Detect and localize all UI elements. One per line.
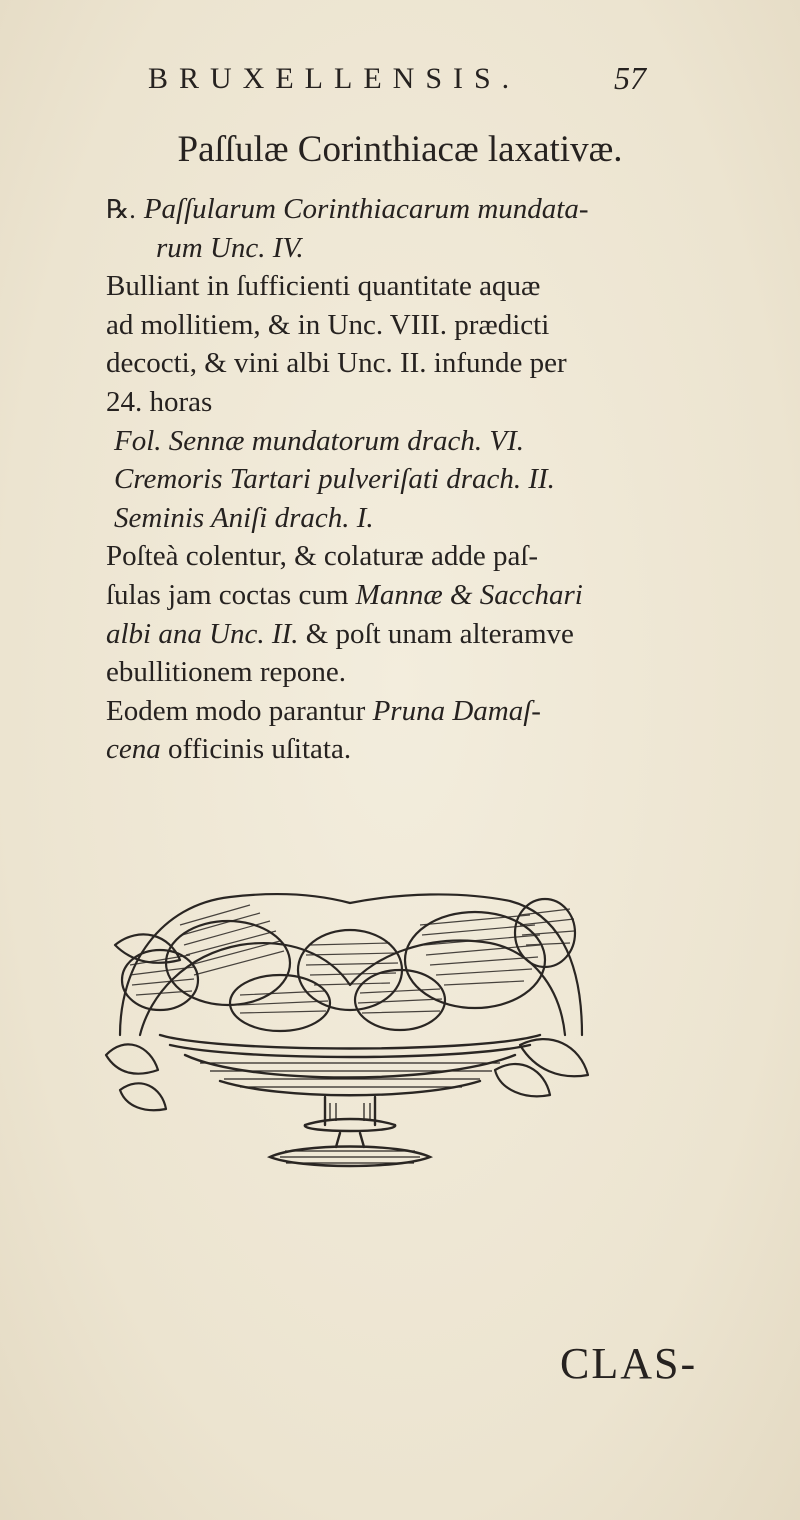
text-span: officinis uſitata.: [160, 733, 352, 766]
running-head: BRUXELLENSIS.: [148, 62, 521, 95]
text-line: [106, 383, 726, 422]
text-line: [106, 692, 726, 731]
text-line: [106, 576, 726, 615]
text-line: [106, 267, 726, 306]
text-line: [106, 499, 726, 538]
text-span: Mannæ & Sacchari: [355, 578, 583, 611]
recipe-symbol: ℞.: [106, 195, 136, 224]
catchword: CLAS-: [560, 1339, 698, 1388]
text-line: [106, 730, 726, 769]
recipe-title: Paſſulæ Corinthiacæ laxativæ.: [177, 129, 623, 170]
text-span: Fol. Sennæ mundatorum drach. VI.: [114, 424, 524, 457]
text-line: [106, 537, 726, 576]
text-span: Pruna Damaſ-: [372, 694, 541, 727]
recipe-body: [106, 190, 726, 769]
text-line: [106, 229, 726, 268]
text-span: Seminis Aniſi drach. I.: [114, 501, 374, 534]
fruit-bowl-woodcut-icon: [100, 885, 595, 1175]
text-line: [106, 653, 726, 692]
text-span: Poſteà colentur, & colaturæ adde paſ-: [106, 540, 539, 573]
page-number: 57: [614, 60, 646, 96]
text-span: cena: [106, 733, 161, 766]
text-line: [106, 422, 726, 461]
text-span: & poſt unam alteramve: [298, 617, 574, 650]
text-span: ebullitionem repone.: [106, 656, 346, 689]
text-span: decocti, & vini albi Unc. II. infunde per: [106, 347, 567, 380]
text-span: Eodem modo parantur: [106, 694, 373, 727]
text-line: [106, 306, 726, 345]
text-line: [106, 190, 726, 229]
text-span: Paſſularum Corinthiacarum mundata-: [143, 193, 589, 225]
text-span: Cremoris Tartari pulveriſati drach. II.: [114, 463, 555, 496]
text-span: Bulliant in ſufficienti quantitate aquæ: [106, 270, 541, 303]
text-line: [106, 615, 726, 654]
text-span: rum Unc. IV.: [156, 231, 304, 264]
text-span: albi ana Unc. II.: [106, 617, 299, 650]
text-span: ſulas jam coctas cum: [106, 578, 356, 611]
text-line: [106, 344, 726, 383]
text-span: 24. horas: [106, 385, 213, 418]
text-span: ad mollitiem, & in Unc. VIII. prædicti: [106, 308, 550, 341]
text-line: [106, 460, 726, 499]
page-header: [148, 62, 708, 102]
